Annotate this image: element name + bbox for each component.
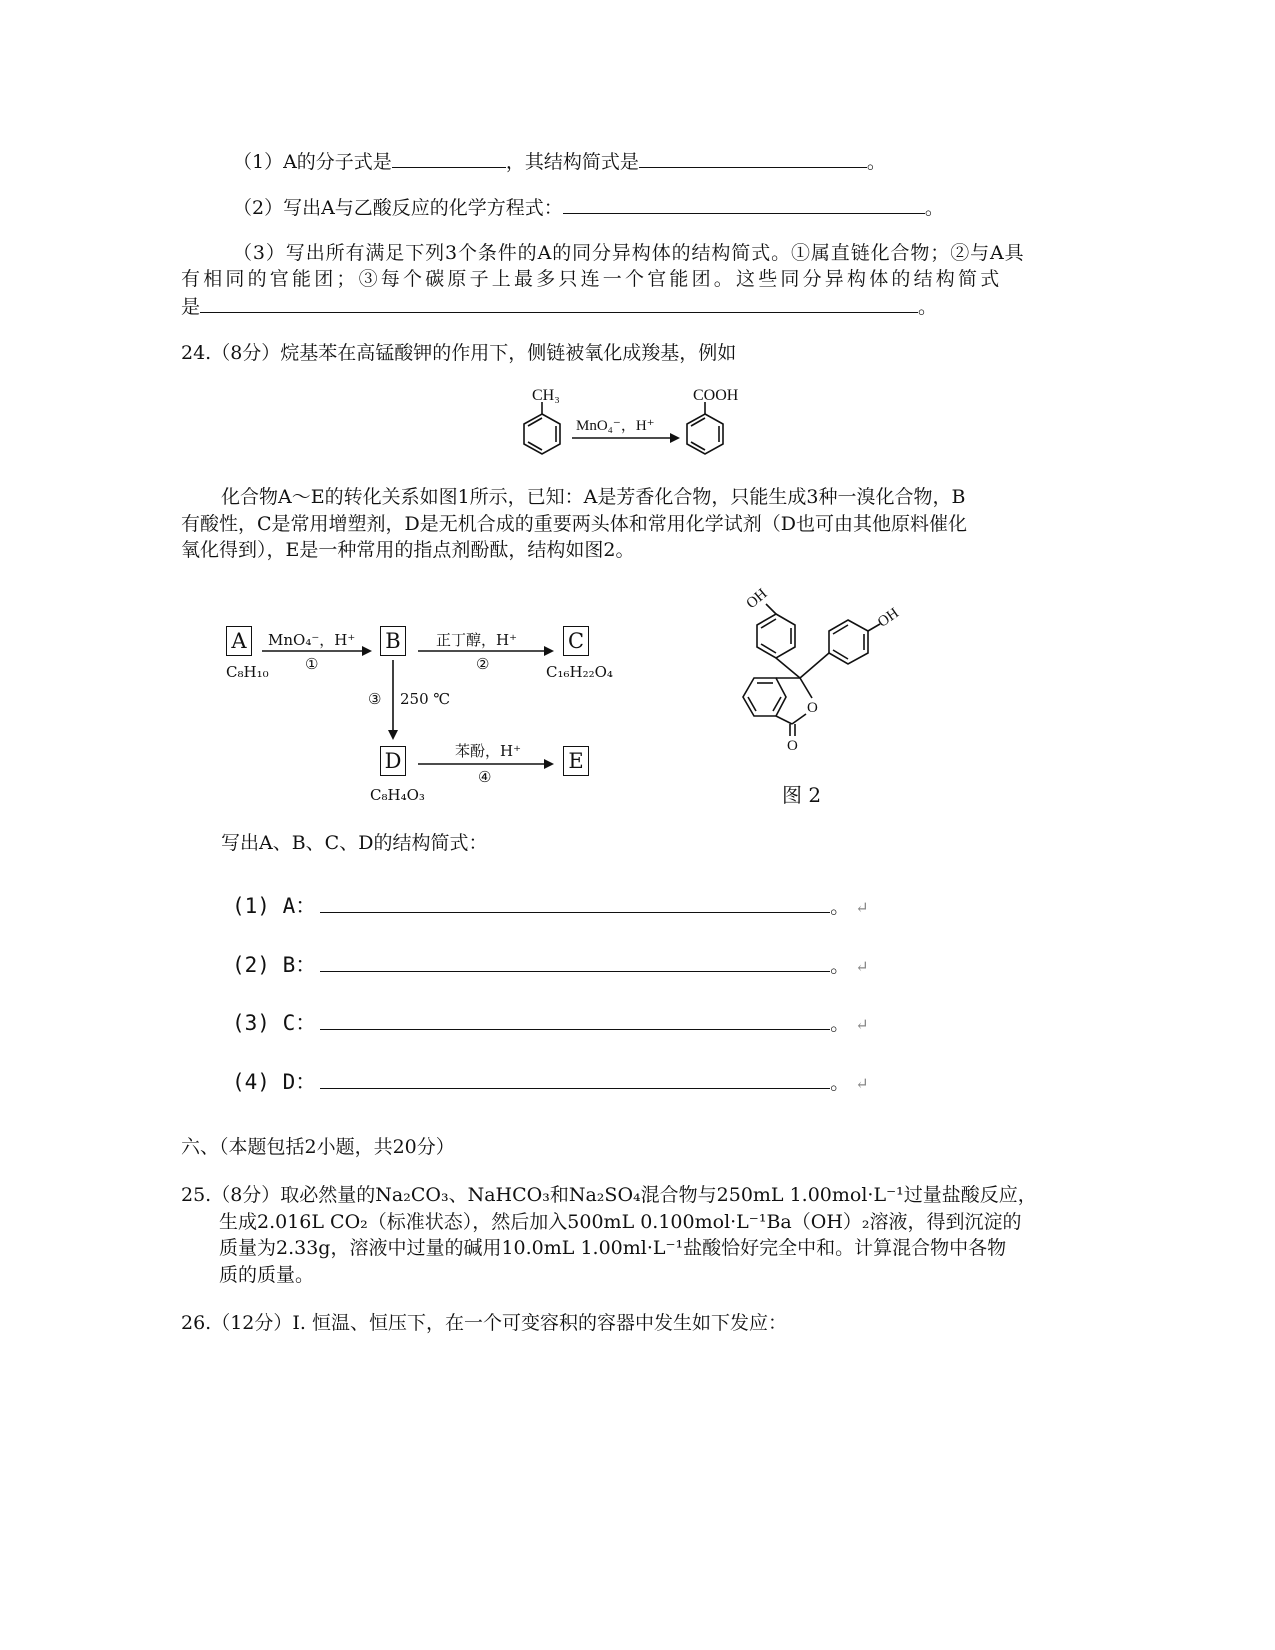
- q23-part3-line3: [181, 292, 937, 320]
- step1-reagent: MnO₄⁻，H⁺: [268, 631, 356, 649]
- answer-blank[interactable]: [320, 1068, 830, 1089]
- left-group: CH₃: [532, 387, 560, 404]
- formula-a: C₈H₁₀: [226, 663, 269, 681]
- answer-blank[interactable]: [563, 193, 925, 214]
- q23-part3-line2: 有相同的官能团；③每个碳原子上最多只连一个官能团。这些同分异构体的结构简式: [181, 268, 1003, 290]
- q24-ask: 写出A、B、C、D的结构简式：: [221, 832, 488, 854]
- q24-desc-line2: 有酸性，C是常用增塑剂，D是无机合成的重要两头体和常用化学试剂（D也可由其他原料催化: [181, 513, 968, 535]
- step2-number: ②: [476, 655, 490, 673]
- answer-blank[interactable]: [320, 1009, 830, 1030]
- q23-part1-text-b: ，其结构简式是: [505, 151, 639, 173]
- q23-part3-line1: （3）写出所有满足下列3个条件的A的同分异构体的结构简式。①属直链化合物；②与A具: [233, 242, 1025, 264]
- formula-c: C₁₆H₂₂O₄: [546, 663, 613, 681]
- period: 。: [830, 896, 850, 918]
- answer-blank[interactable]: [639, 147, 867, 168]
- answer-blank[interactable]: [320, 892, 830, 913]
- benzene-ring-right: [687, 402, 723, 454]
- answer-line-c: [232, 1009, 869, 1038]
- step2-reagent: 正丁醇，H⁺: [436, 631, 517, 649]
- answer-line-d: [232, 1068, 869, 1097]
- answer-line-a: [232, 892, 869, 921]
- answer-label: (2) B：: [232, 953, 317, 977]
- return-mark-icon: ↵: [855, 1015, 869, 1034]
- formula-d: C₈H₄O₃: [370, 786, 425, 804]
- period: 。: [830, 1013, 850, 1035]
- return-mark-icon: ↵: [855, 957, 869, 976]
- q25-line2: 生成2.016L CO₂（标准状态），然后加入500mL 0.100mol·L⁻¹Ba（OH）₂溶液，得到沉淀的: [219, 1211, 1022, 1233]
- answer-blank[interactable]: [200, 292, 918, 313]
- q25-line4: 质的质量。: [219, 1264, 315, 1286]
- answer-blank[interactable]: [392, 147, 506, 168]
- answer-label: (3) C：: [232, 1011, 317, 1035]
- period: 。: [918, 296, 938, 318]
- section-6-heading: 六、（本题包括2小题，共20分）: [181, 1136, 455, 1158]
- answer-blank[interactable]: [320, 951, 830, 972]
- q24-desc-line3: 氧化得到），E是一种常用的指点剂酚酞，结构如图2。: [181, 539, 635, 561]
- q23-part1-text-a: （1）A的分子式是: [233, 151, 392, 173]
- period: 。: [866, 151, 886, 173]
- toluene-oxidation-example: [510, 386, 770, 466]
- q23-part3-text: 是: [181, 296, 201, 318]
- step3-number: ③: [368, 690, 382, 708]
- ring-oxygen-label: O: [807, 700, 818, 716]
- compound-box-b: B: [380, 626, 406, 656]
- step1-number: ①: [305, 655, 319, 673]
- q24-desc-line1: 化合物A～E的转化关系如图1所示，已知：A是芳香化合物，只能生成3种一溴化合物，B: [221, 486, 966, 508]
- q25-line3: 质量为2.33g，溶液中过量的碱用10.0mL 1.00ml·L⁻¹盐酸恰好完全中和。计算混合物中各物: [219, 1237, 1007, 1259]
- oh-label-left: OH: [743, 586, 771, 613]
- reaction-arrow: [572, 433, 680, 443]
- compound-box-c: C: [563, 626, 589, 656]
- q23-part2-text: （2）写出A与乙酸反应的化学方程式：: [233, 197, 563, 219]
- carbonyl-oxygen-label: O: [787, 738, 798, 754]
- compound-box-d: D: [380, 746, 406, 776]
- q23-part2: [233, 193, 944, 221]
- answer-label: (4) D：: [232, 1070, 317, 1094]
- step4-reagent: 苯酚，H⁺: [455, 742, 521, 760]
- phenol-ring-left: [757, 614, 795, 658]
- period: 。: [830, 1072, 850, 1094]
- benzene-ring-left: [524, 402, 560, 454]
- q26-line1: 26.（12分）I. 恒温、恒压下，在一个可变容积的容器中发生如下发应：: [181, 1312, 787, 1334]
- answer-line-b: [232, 951, 869, 980]
- oh-label-right: OH: [875, 605, 902, 631]
- compound-box-a: A: [226, 626, 252, 656]
- figure2-caption: 图 2: [782, 783, 822, 807]
- q25-line1: 25.（8分）取必然量的Na₂CO₃、NaHCO₃和Na₂SO₄混合物与250mL 1.00mol·L⁻¹过量盐酸反应，: [181, 1184, 1037, 1206]
- return-mark-icon: ↵: [855, 898, 869, 917]
- step4-number: ④: [478, 768, 492, 786]
- period: 。: [830, 955, 850, 977]
- phenolphthalein-structure-figure2: [720, 586, 920, 766]
- step3-condition: 250 ℃: [400, 690, 451, 708]
- right-group: COOH: [693, 387, 739, 404]
- q24-intro: 24.（8分）烷基苯在高锰酸钾的作用下，侧链被氧化成羧基，例如: [181, 342, 737, 364]
- phenol-ring-right: [829, 620, 868, 664]
- answer-label: (1) A：: [232, 894, 317, 918]
- period: 。: [924, 197, 944, 219]
- compound-box-e: E: [563, 746, 589, 776]
- return-mark-icon: ↵: [855, 1074, 869, 1093]
- step3-arrow: [386, 660, 400, 742]
- reagent-label: MnO₄⁻，H⁺: [576, 418, 655, 434]
- q23-part1: [233, 147, 886, 175]
